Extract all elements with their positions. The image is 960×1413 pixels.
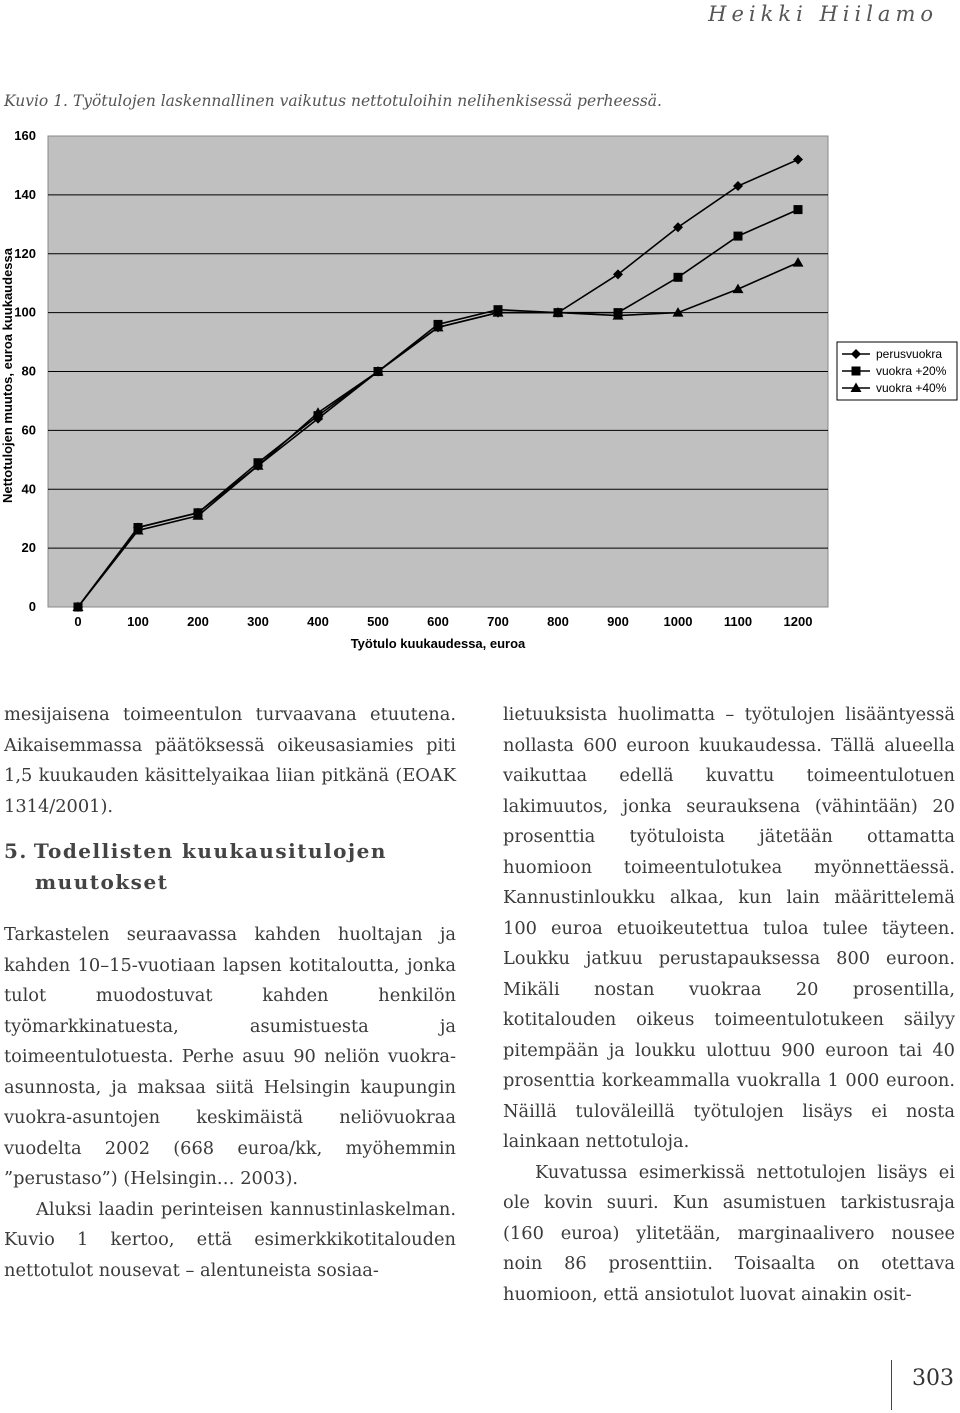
y-tick-label: 20 [21,540,36,556]
legend-label: vuokra +40% [876,381,947,395]
left-paragraph-1: mesijaisena toimeentulon turvaavana etuutena. Aikaisemmassa päätöksessä oikeusasiamies piti 1,5 kuukauden käsittelyaikaa liian pitkänä (EOAK 1314/2001). [4,704,456,817]
y-tick-label: 140 [14,186,36,202]
y-axis-label: Nettotulojen muutos, euroa kuukaudessa [0,248,15,503]
y-tick-label: 0 [28,599,36,614]
x-axis-label: Työtulo kuukaudessa, euroa [350,636,526,651]
line-chart [0,120,960,660]
right-paragraph-2: Kuvatussa esimerkissä nettotulojen lisäys ei ole kovin suuri. Kun asumistuen tarkistusraja (160 euroa) ylitetään, marginaalivero nousee noin 86 prosenttiin. Toisaalta on otettava huomioon, että ansiotulot luovat ainakin osit- [503,1161,955,1305]
y-tick-label: 100 [14,304,36,320]
right-column [503,700,955,1310]
x-tick-label: 1000 [663,614,693,629]
x-tick-label: 1200 [783,614,813,629]
y-tick-label: 120 [14,245,36,261]
x-tick-label: 0 [74,614,82,629]
legend-marker [852,367,861,376]
section-number: 5. [4,839,28,863]
x-tick-label: 300 [247,614,269,629]
legend-label: perusvuokra [876,347,943,361]
data-point [674,273,683,282]
x-tick-label: 1100 [723,614,753,629]
x-tick-labels [74,614,812,629]
y-tick-label: 160 [14,128,36,143]
section-title-line-1: Todellisten kuukausitulojen [33,839,387,863]
data-point [734,232,743,241]
y-tick-label: 80 [21,363,36,379]
left-paragraph-3: Aluksi laadin perinteisen kannustinlaskelman. Kuvio 1 kertoo, että esimerkkikotitalouden nettotulot nousevat – alentuneista sosiaa- [4,1198,456,1281]
section-heading [4,836,456,898]
x-tick-label: 700 [487,614,509,629]
page-number-rule [891,1360,892,1410]
left-column [4,700,456,1286]
legend-label: vuokra +20% [876,364,947,378]
x-tick-label: 500 [367,614,389,629]
right-paragraph-1: lietuuksista huolimatta – työtulojen lisääntyessä nollasta 600 euroon kuukaudessa. Tällä alueella vaikuttaa edellä kuvattu toimeentulotuen lakimuutos, jonka seurauksena (vähintään) 20 prosenttia työtuloista jätetään ottamatta huomioon toimeentulotukea myönnettäessä. Kannustinloukku alkaa, kun lain määrittelemä 100 euroa etuoikeutettua tuloa tulee täyteen. Loukku jatkuu perustapauksessa 800 euroon. Mikäli nostan vuokraa 20 prosentilla, kotitalouden oikeus toimeentulotukeen säilyy pitempään ja loukku ulottuu 900 euroon tai 40 prosenttia korkeammalla vuokralla 1 000 euroon. Näillä tuloväleillä työtulojen lisäys ei nosta lainkaan nettotuloja. [503,704,955,1152]
x-tick-label: 100 [127,614,149,629]
x-tick-label: 200 [187,614,209,629]
y-tick-label: 60 [21,422,36,438]
y-tick-labels [14,128,36,614]
y-tick-label: 40 [21,481,36,497]
left-paragraph-2: Tarkastelen seuraavassa kahden huoltajan ja kahden 10–15-vuotiaan lapsen kotitaloutta, jonka tulot muodostuvat kahden henkilön työmarkkinatuesta, asumistuesta ja toimeentulotuesta. Perhe asuu 90 neliön vuokra-asunnosta, ja maksaa siitä Helsingin kaupungin vuokra-asuntojen keskimäistä neliövuokraa vuodelta 2002 (668 euroa/kk, myöhemmin ”perustaso”) (Helsingin… 2003). [4,924,456,1189]
x-tick-label: 600 [427,614,449,629]
x-tick-label: 900 [607,614,629,629]
chart-legend [837,342,957,400]
page-number: 303 [912,1366,954,1391]
x-tick-label: 400 [307,614,329,629]
x-tick-label: 800 [547,614,569,629]
figure-caption: Kuvio 1. Työtulojen laskennallinen vaikutus nettotuloihin nelihenkisessä perheessä. [4,92,662,110]
data-point [794,205,803,214]
section-title-line-2: muutokset [35,870,169,894]
running-header-author: Heikki Hiilamo [708,2,938,26]
